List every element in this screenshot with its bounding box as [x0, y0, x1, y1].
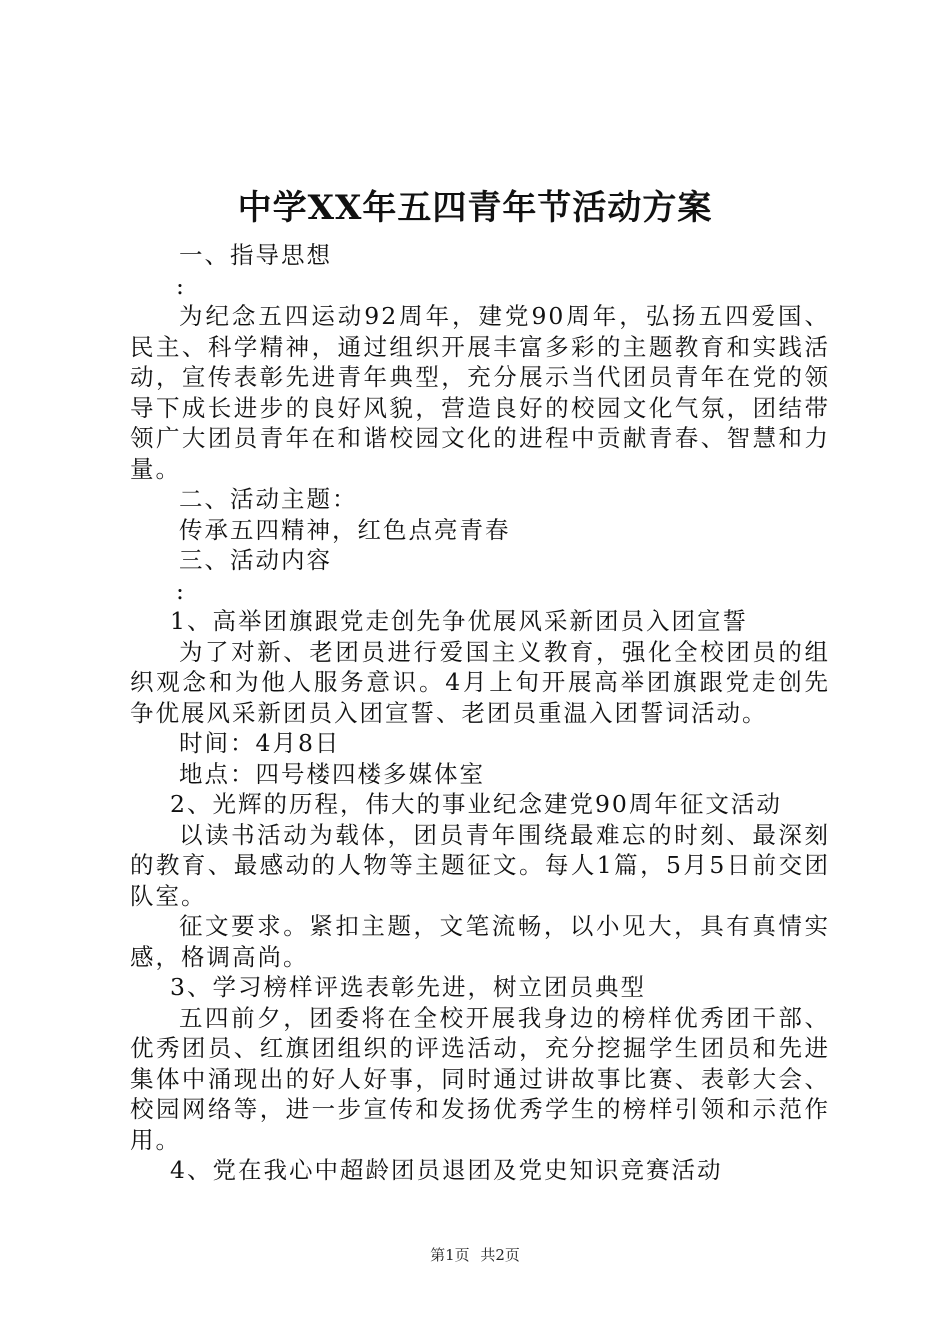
- paragraph-essay-requirements: 征文要求。紧扣主题，文笔流畅，以小见大，具有真情实感，格调高尚。: [130, 912, 830, 971]
- document-title: 中学XX年五四青年节活动方案: [237, 188, 713, 228]
- paragraph-time: 时间：4月8日: [179, 729, 341, 757]
- colon-line: :: [176, 576, 186, 605]
- paragraph-guiding-thought: 为纪念五四运动92周年，建党90周年，弘扬五四爱国、民主、科学精神，通过组织开展丰富多彩的主题教育和实践活动，宣传表彰先进青年典型，充分展示当代团员青年在党的领导下成长进步的良好风貌，营造良好的校园文化气氛，团结带领广大团员青年在和谐校园文化的进程中贡献青春、智慧和力量。: [130, 302, 830, 483]
- section-heading-guiding-thought: 一、指导思想: [179, 241, 332, 269]
- section-heading-theme: 二、活动主题：: [179, 485, 358, 513]
- colon-line: :: [176, 271, 186, 300]
- item-heading-4: 4、党在我心中超龄团员退团及党史知识竞赛活动: [170, 1156, 723, 1184]
- item-heading-1: 1、高举团旗跟党走创先争优展风采新团员入团宣誓: [170, 607, 748, 635]
- page-footer: [0, 1245, 950, 1265]
- paragraph-item-3: 五四前夕，团委将在全校开展我身边的榜样优秀团干部、优秀团员、红旗团组织的评选活动，充分挖掘学生团员和先进集体中涌现出的好人好事，同时通过讲故事比赛、表彰大会、校园网络等，进一步宣传和发扬优秀学生的榜样引领和示范作用。: [130, 1003, 830, 1154]
- paragraph-theme: 传承五四精神，红色点亮青春: [179, 515, 511, 544]
- page-total: 共2页: [480, 1246, 520, 1264]
- item-heading-2: 2、光辉的历程，伟大的事业纪念建党90周年征文活动: [170, 790, 782, 818]
- paragraph-item-2: 以读书活动为载体，团员青年围绕最难忘的时刻、最深刻的教育、最感动的人物等主题征文。每人1篇，5月5日前交团队室。: [130, 820, 830, 910]
- document-body: [130, 240, 830, 1186]
- paragraph-item-1: 为了对新、老团员进行爱国主义教育，强化全校团员的组织观念和为他人服务意识。4月上旬开展高举团旗跟党走创先争优展风采新团员入团宣誓、老团员重温入团誓词活动。: [130, 637, 830, 727]
- section-heading-content: 三、活动内容: [179, 546, 332, 574]
- page-number: 第1页: [430, 1246, 470, 1264]
- item-heading-3: 3、学习榜样评选表彰先进，树立团员典型: [170, 973, 646, 1001]
- paragraph-location: 地点：四号楼四楼多媒体室: [179, 759, 485, 788]
